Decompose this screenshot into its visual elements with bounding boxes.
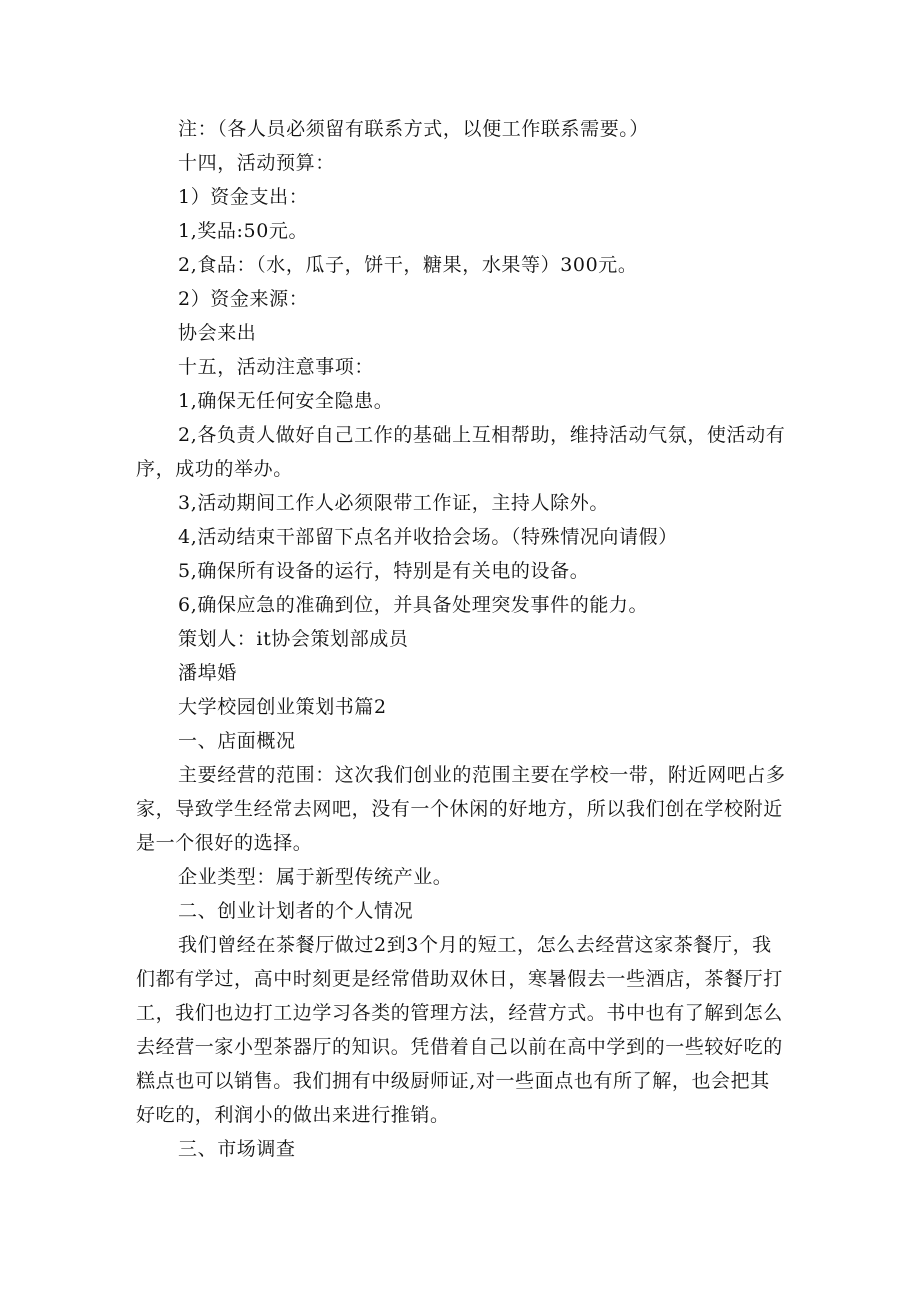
section-heading-store-overview: 一、店面概况 bbox=[178, 730, 296, 752]
list-item: 6,确保应急的准确到位，并具备处理突发事件的能力。 bbox=[178, 594, 649, 616]
list-item: 4,活动结束干部留下点名并收拾会场。（特殊情况向请假） bbox=[178, 526, 678, 548]
author-name: 潘埠婚 bbox=[178, 662, 237, 684]
body-text: 企业类型：属于新型传统产业。 bbox=[178, 866, 453, 888]
list-item: 1,奖品:50元。 bbox=[178, 220, 309, 242]
section-heading-personal-info: 二、创业计划者的个人情况 bbox=[178, 900, 414, 922]
list-item: 2,各负责人做好自己工作的基础上互相帮助，维持活动气氛，使活动有序，成功的举办。 bbox=[136, 424, 786, 480]
list-item: 1,确保无任何安全隐患。 bbox=[178, 390, 394, 412]
subheading-funding-source: 2）资金来源： bbox=[178, 288, 309, 310]
planner-line: 策划人：it协会策划部成员 bbox=[178, 628, 409, 650]
body-text: 协会来出 bbox=[178, 322, 257, 344]
body-paragraph: 我们曾经在茶餐厅做过2到3个月的短工，怎么去经营这家茶餐厅，我们都有学过，高中时刻更是经常借助双休日，寒暑假去一些酒店，茶餐厅打工，我们也边打工边学习各类的管理方法，经营方式。书中也有了解到怎么去经营一家小型茶器厅的知识。凭借着自己以前在高中学到的一些较好吃的糕点也可以销售。我们拥有中级厨师证,对一些面点也有所了解，也会把其好吃的，利润小的做出来进行推销。 bbox=[136, 934, 783, 1126]
list-item: 5,确保所有设备的运行，特别是有关电的设备。 bbox=[178, 560, 590, 582]
section-heading-budget: 十四，活动预算： bbox=[178, 152, 335, 174]
subheading-expenses: 1）资金支出： bbox=[178, 186, 309, 208]
body-paragraph: 主要经营的范围：这次我们创业的范围主要在学校一带，附近网吧占多家，导致学生经常去网吧，没有一个休闲的好地方，所以我们创在学校附近是一个很好的选择。 bbox=[136, 764, 786, 854]
list-item: 3,活动期间工作人必须限带工作证，主持人除外。 bbox=[178, 492, 609, 514]
list-item: 2,食品：（水，瓜子，饼干，糖果，水果等）300元。 bbox=[178, 254, 638, 276]
note-paragraph: 注：（各人员必须留有联系方式，以便工作联系需要。） bbox=[178, 118, 650, 140]
document-title: 大学校园创业策划书篇2 bbox=[178, 696, 387, 718]
section-heading-market-research: 三、市场调查 bbox=[178, 1138, 296, 1160]
document-body bbox=[136, 112, 786, 1166]
section-heading-notes: 十五，活动注意事项： bbox=[178, 356, 375, 378]
